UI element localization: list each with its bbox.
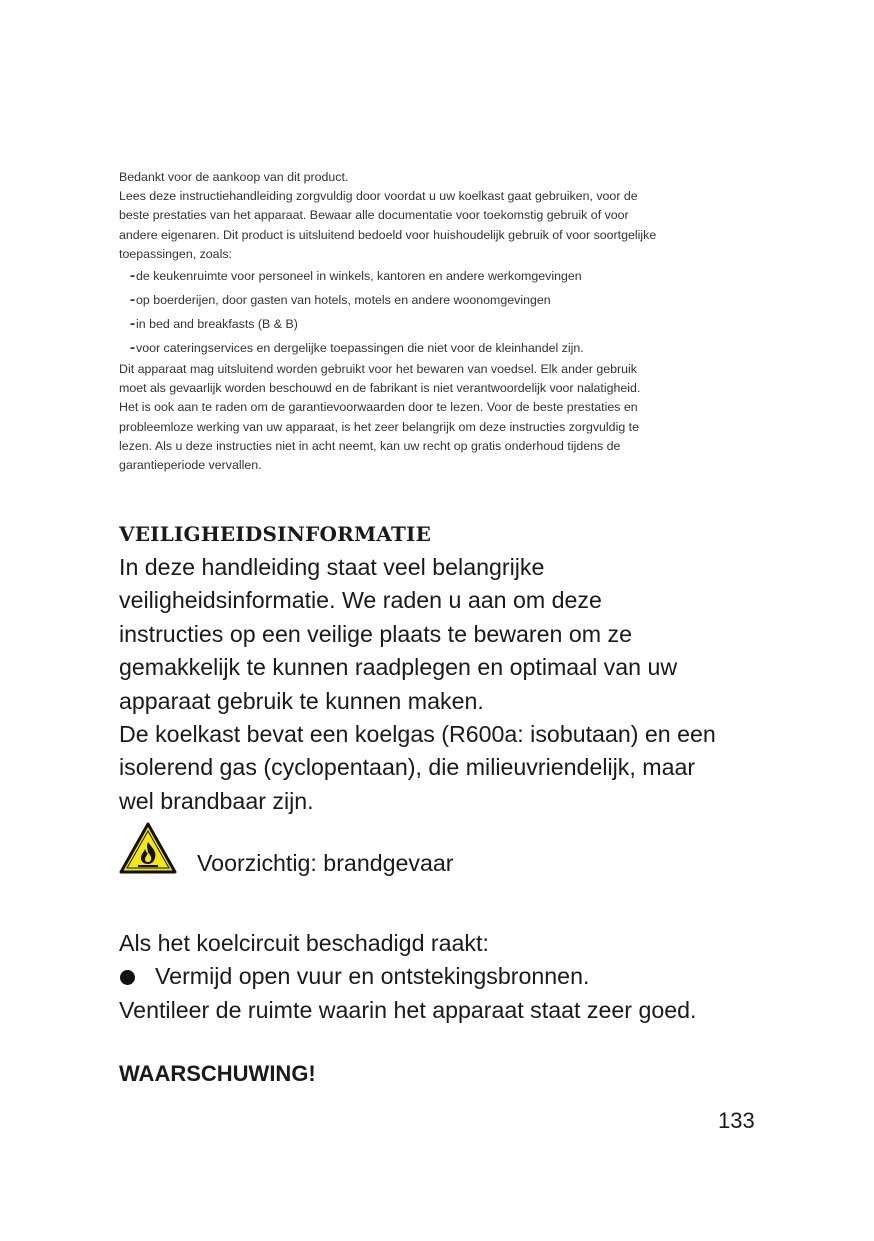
intro-section: [119, 168, 749, 475]
intro-read-line: beste prestaties van het apparaat. Bewaar alle documentatie voor toekomstig gebruik of voor: [119, 208, 629, 223]
safety-line: In deze handleiding staat veel belangrijke: [119, 554, 545, 580]
ventilate-text: Ventileer de ruimte waarin het apparaat staat zeer goed.: [119, 996, 697, 1023]
usage-line: probleemloze werking van uw apparaat, is het zeer belangrijk om deze instructies zorgvuldig te: [119, 419, 639, 434]
safety-text: [119, 551, 759, 818]
intro-read-line: toepassingen, zoals:: [119, 246, 232, 261]
circuit-section: [119, 927, 769, 1027]
fire-warning: [119, 822, 619, 882]
usage-line: garantieperiode vervallen.: [119, 458, 262, 473]
usage-line: Dit apparaat mag uitsluitend worden gebruikt voor het bewaren van voedsel. Elk ander gebruik: [119, 362, 637, 377]
safety-line: veiligheidsinformatie. We raden u aan om deze: [119, 587, 602, 614]
bullet-dot-icon: [120, 970, 135, 985]
safety-line: gemakkelijk te kunnen raadplegen en optimaal van uw: [119, 654, 678, 681]
list-item-text: Vermijd open vuur en ontstekingsbronnen.: [155, 963, 590, 990]
list-item-text: voor cateringservices en dergelijke toepassingen die niet voor de kleinhandel zijn.: [136, 341, 584, 356]
usage-line: moet als gevaarlijk worden beschouwd en de fabrikant is niet verantwoordelijk voor nalatigheid.: [119, 381, 641, 396]
safety-heading: VEILIGHEIDSINFORMATIE: [119, 522, 432, 546]
list-item-text: in bed and breakfasts (B & B): [136, 317, 298, 332]
safety-line: apparaat gebruik te kunnen maken.: [119, 687, 484, 714]
application-list: [130, 264, 749, 360]
flammable-warning-icon: [119, 822, 177, 874]
intro-read-line: andere eigenaren. Dit product is uitsluitend bedoeld voor huishoudelijk gebruik of voor soortgelijke: [119, 227, 657, 242]
safety-line: wel brandbaar zijn.: [119, 787, 314, 814]
safety-line: instructies op een veilige plaats te bewaren om ze: [119, 620, 632, 647]
list-item-text: op boerderijen, door gasten van hotels, motels en andere woonomgevingen: [136, 293, 551, 308]
circuit-heading: Als het koelcircuit beschadigd raakt:: [119, 930, 489, 956]
list-item: -op boerderijen, door gasten van hotels, motels en andere woonomgevingen: [130, 291, 551, 309]
list-item: -de keukenruimte voor personeel in winkels, kantoren en andere werkomgevingen: [130, 267, 582, 285]
intro-read-line: Lees deze instructiehandleiding zorgvuldig door voordat u uw koelkast gaat gebruiken, voor de: [119, 189, 638, 204]
list-item: -in bed and breakfasts (B & B): [130, 315, 298, 333]
warning-heading: WAARSCHUWING!: [119, 1061, 316, 1086]
list-item: -voor cateringservices en dergelijke toepassingen die niet voor de kleinhandel zijn.: [130, 339, 584, 357]
fire-warning-label: Voorzichtig: brandgevaar: [197, 850, 454, 876]
list-item-text: de keukenruimte voor personeel in winkels, kantoren en andere werkomgevingen: [136, 269, 582, 284]
safety-line: isolerend gas (cyclopentaan), die milieuvriendelijk, maar: [119, 754, 696, 781]
page-number: 133: [718, 1108, 755, 1133]
usage-line: lezen. Als u deze instructies niet in acht neemt, kan uw recht op gratis onderhoud tijdens de: [119, 438, 621, 453]
intro-thanks: Bedankt voor de aankoop van dit product.: [119, 170, 349, 184]
usage-line: Het is ook aan te raden om de garantievoorwaarden door te lezen. Voor de beste prestaties en: [119, 400, 638, 415]
safety-line: De koelkast bevat een koelgas (R600a: isobutaan) en een: [119, 721, 716, 748]
list-item: [119, 960, 769, 993]
